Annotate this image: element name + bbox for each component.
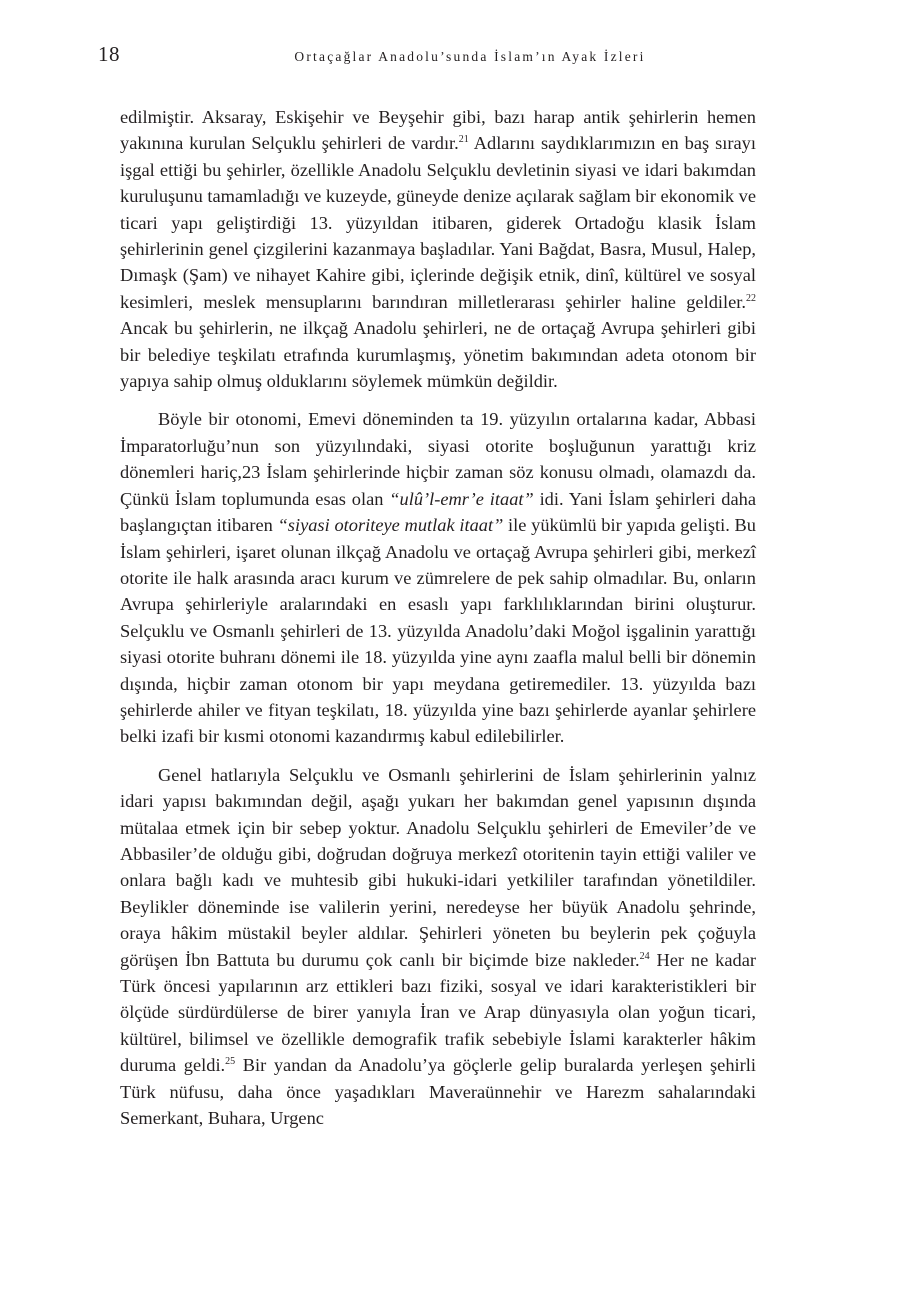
- text-run: ile yükümlü bir yapıda gelişti. Bu İslam şehirleri, işaret olunan ilkçağ Anadolu ve ortaçağ Avrupa şehirleri gibi, merkezî otorite ile halk arasında aracı kurum ve zümrelere de pek sahip olmadılar. Bu, onların Avrupa şehirleriyle aralarındaki en esaslı yapı farklılıklarından birini oluşturur. Selçuklu ve Osmanlı şehirleri de 13. yüzyılda Anadolu’daki Moğol işgalinin yarattığı siyasi otorite buhranı dönemi ile 18. yüzyılda yine aynı zaafla malul belli bir dönemin dışında, hiçbir zaman otonom bir yapı meydana getiremediler. 13. yüzyılda bazı şehirlerde ahiler ve fityan teşkilatı, 18. yüzyılda yine bazı şehirlerde ayanlar şehirlere belki izafi bir kısmi otonomi kazandırmış kabul edilebilirler.: [120, 515, 756, 747]
- footnote-ref: 22: [746, 292, 756, 304]
- text-run: Genel hatlarıyla Selçuklu ve Osmanlı şehirlerini de İslam şehirlerinin yalnız idari yapısı bakımından değil, aşağı yukarı her bakımdan genel yapısının dışında mütalaa etmek için bir sebep yoktur. Anadolu Selçuklu şehirleri de Emeviler’de ve Abbasiler’de olduğu gibi, doğrudan doğruya merkezî otoritenin tayin ettiği valiler ve onlara bağlı kadı ve muhtesib gibi hukuki-idari yetkililer tarafından yönetildiler. Beylikler döneminde ise valilerin yerini, neredeyse her büyük Anadolu şehrinde, oraya hâkim müstakil beyler aldılar. Şehirleri yöneten bu beylerin pek çoğuyla görüşen İbn Battuta bu durumu çok canlı bir biçimde bize nakleder.: [120, 764, 756, 970]
- page-number: 18: [98, 42, 120, 66]
- text-run: Adlarını saydıklarımızın en baş sırayı işgal ettiği bu şehirler, özellikle Anadolu Selçuklu devletinin siyasi ve idari bakımdan kuruluşunu tamamladığı ve kuzeyde, güneyde denize açılarak sağlam bir ekonomik ve ticari yapı geliştirdiği 13. yüzyıldan itibaren, giderek Ortadoğu klasik İslam şehirlerinin genel çizgilerini kazanmaya başladılar. Yani Bağdat, Basra, Musul, Halep, Dımaşk (Şam) ve nihayet Kahire gibi, içlerinde değişik etnik, dinî, kültürel ve sosyal kesimleri, meslek mensuplarını barındıran milletlerarası şehirler haline geldiler.: [120, 133, 756, 312]
- text-run: Ancak bu şehirlerin, ne ilkçağ Anadolu şehirleri, ne de ortaçağ Avrupa şehirleri gibi bir belediye teşkilatı etrafında kurumlaşmış, yönetim bakımından adeta otonom bir yapıya sahip olmuş olduklarını söylemek mümkün değildir.: [120, 318, 756, 392]
- quoted-term: “siyasi otoriteye mutlak itaat”: [277, 515, 504, 536]
- text-run: Böyle bir otonomi, Emevi döneminden ta 19. yüzyılın ortalarına kadar, Abbasi İmparatorluğu’nun son yüzyılındaki, siyasi otorite boşluğunun yarattığı kriz dönemleri hariç,23 İslam şehirlerinde hiçbir zaman söz konusu olmadı, olamazdı da. Çünkü İslam toplumunda esas olan: [120, 409, 756, 509]
- footnote-ref: 24: [639, 950, 650, 962]
- running-title: Ortaçağlar Anadolu’sunda İslam’ın Ayak İzleri: [294, 49, 646, 64]
- text-run: Bir yandan da Anadolu’ya göçlerle gelip buralarda yerleşen şehirli Türk nüfusu, daha önce yaşadıkları Maveraünnehir ve Harezm sahalarındaki Semerkant, Buhara, Urgenc: [120, 1055, 756, 1129]
- text-run: idi. Yani İslam şehirleri daha başlangıçtan itibaren: [120, 488, 757, 536]
- quoted-term: “ulû’l-emr’e itaat”: [389, 488, 534, 509]
- text-run: Her ne kadar Türk öncesi yapılarının arz ettikleri bazı fiziki, sosyal ve idari karakteristikleri bir ölçüde sürdürdülerse de birer yanıyla İran ve Arap dünyasıyla olan yoğun ticari, kültürel, bilimsel ve özellikle demografik trafik sebebiyle İslami karakterler hâkim duruma geldi.: [120, 949, 756, 1076]
- paragraph: [120, 406, 756, 749]
- footnote-ref: 21: [458, 134, 469, 146]
- body-text: [120, 104, 756, 1143]
- footnote-ref: 25: [225, 1056, 236, 1068]
- paragraph: [120, 104, 756, 394]
- text-run: edilmiştir. Aksaray, Eskişehir ve Beyşehir gibi, bazı harap antik şehirlerin hemen yakınına kurulan Selçuklu şehirleri de vardır.: [120, 107, 756, 154]
- paragraph: [120, 762, 756, 1132]
